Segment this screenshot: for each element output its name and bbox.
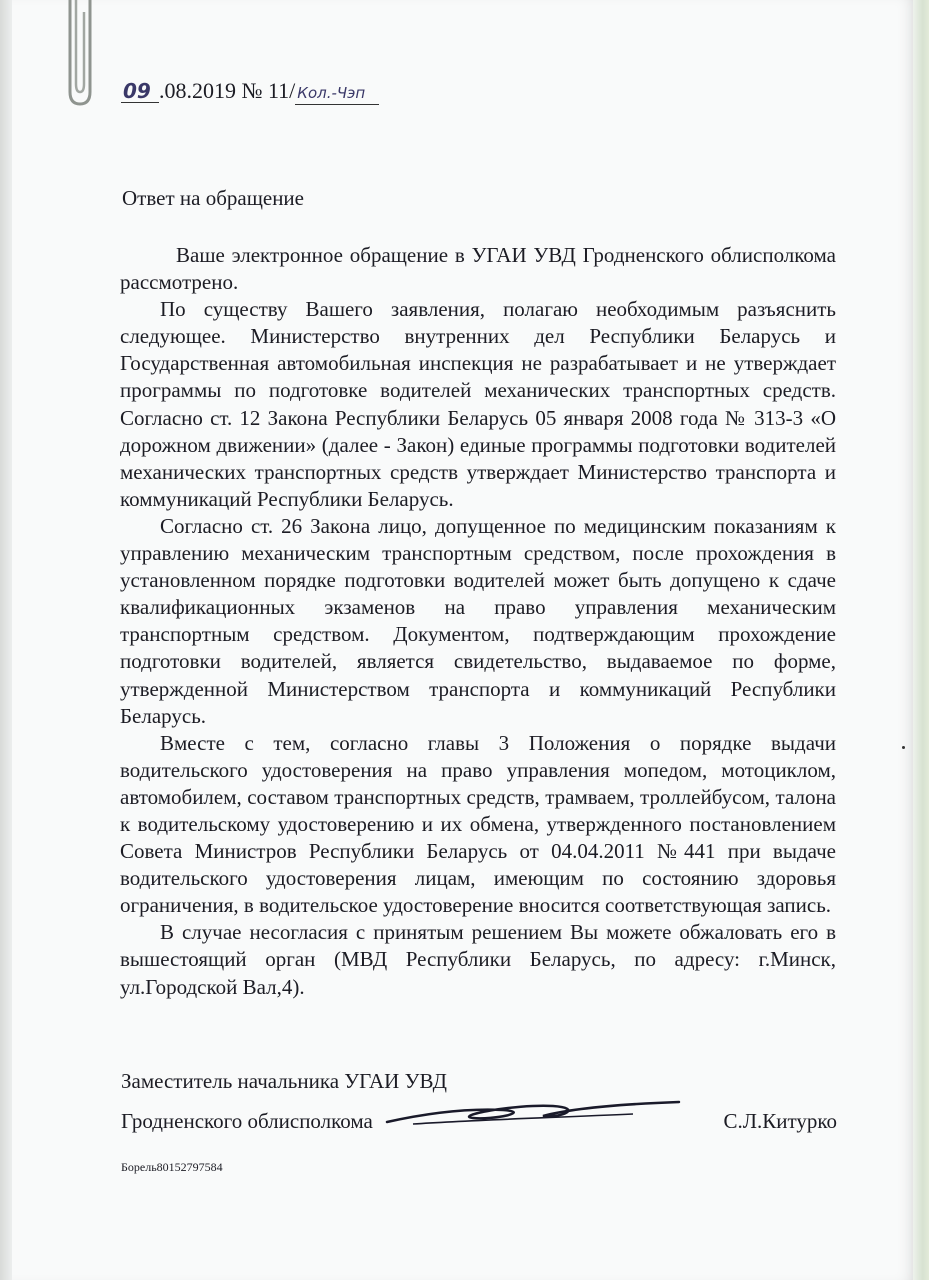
executor-note: Борель80152797584 [121,1160,223,1174]
scan-right-edge [913,0,929,1280]
signer-name: С.Л.Китурко [723,1109,837,1133]
outgoing-reference [121,78,379,105]
body-paragraph: Согласно ст. 26 Закона лицо, допущенное по медицинским показаниям к управлению механическим транспортным средством, после прохождения в установленном порядке подготовки водителей может быть допущено к сдаче квалификационных экзаменов на право управления механическим транспортным средством. Документом, подтверждающим прохождение подготовки водителей, является свидетельство, выдаваемое по форме, утвержденной Министерством транспорта и коммуникаций Республики Беларусь. [120,513,836,728]
scan-left-edge [0,0,12,1280]
body-paragraph: Ваше электронное обращение в УГАИ УВД Гродненского облисполкома рассмотрено. [120,243,836,295]
signer-position-line2: Гродненского облисполкома [121,1109,373,1133]
paperclip-icon [60,0,100,108]
letter-body [120,242,836,1001]
handwritten-index: Кол.-Чэп [295,82,379,105]
reference-date-number: .08.2019 № 11/ [159,78,296,103]
body-paragraph: В случае несогласия с принятым решением Вы можете обжаловать его в вышестоящий орган (МВД Республики Беларусь, по адресу: г.Минск, ул.Городской Вал,4). [120,920,836,999]
document-subject: Ответ на обращение [122,186,304,210]
handwritten-signature-icon [383,1094,683,1134]
body-paragraph: По существу Вашего заявления, полагаю необходимым разъяснить следующее. Министерство внутренних дел Республики Беларусь и Государственная автомобильная инспекция не разрабатывает и не утверждает программы по подготовке водителей механических транспортных средств. Согласно ст. 12 Закона Республики Беларусь 05 января 2008 года № 313-3 «О дорожном движении» (далее - Закон) единые программы подготовки водителей механических транспортных средств утверждает Министерство транспорта и коммуникаций Республики Беларусь. [120,297,836,511]
handwritten-day: 09 [121,80,159,103]
body-paragraph: Вместе с тем, согласно главы 3 Положения о порядке выдачи водительского удостоверения на право управления мопедом, мотоциклом, автомобилем, составом транспортных средств, трамваем, троллейбусом, талона к водительскому удостоверению и их обмена, утвержденного постановлением Совета Министров Республики Беларусь от 04.04.2011 №441 при выдаче водительского удостоверения лицам, имеющим по состоянию здоровья ограничения, в водительское удостоверение вносится соответствующая запись. [120,730,836,918]
signature-block [121,1068,837,1134]
scan-speck [902,746,905,749]
signer-position-line1: Заместитель начальника УГАИ УВД [121,1069,447,1093]
signature-row [121,1094,837,1134]
